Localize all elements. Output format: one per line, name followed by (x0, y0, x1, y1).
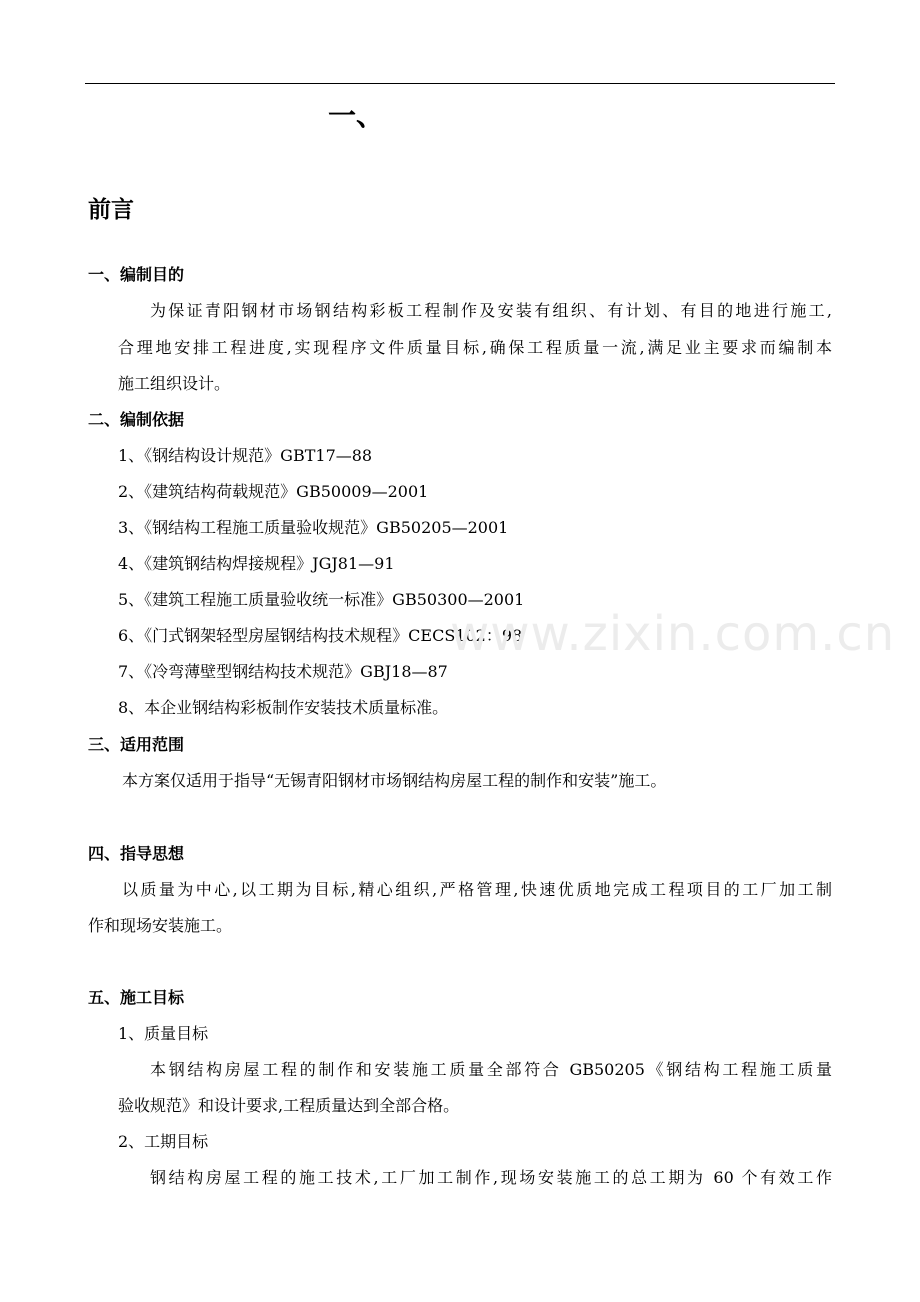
paragraph-line: 以质量为中心,以工期为目标,精心组织,严格管理,快速优质地完成工程项目的工厂加工制 (122, 880, 832, 899)
list-item: 5、《建筑工程施工质量验收统一标准》GB50300—2001 (118, 590, 525, 609)
list-item: 3、《钢结构工程施工质量验收规范》GB50205—2001 (118, 518, 509, 537)
section-heading-scope: 三、适用范围 (88, 735, 185, 754)
list-item: 6、《门式钢架轻型房屋钢结构技术规程》CECS102：98 (118, 626, 523, 645)
list-item: 4、《建筑钢结构焊接规程》JGJ81—91 (118, 554, 395, 573)
paragraph-line: 本钢结构房屋工程的制作和安装施工质量全部符合 GB50205《钢结构工程施工质量 (150, 1060, 832, 1079)
paragraph-line: 钢结构房屋工程的施工技术,工厂加工制作,现场安装施工的总工期为 60 个有效工作 (150, 1168, 832, 1187)
watermark: www.zixin.com.cn (450, 606, 896, 662)
chapter-title: 一、 (328, 99, 385, 132)
list-item: 7、《冷弯薄壁型钢结构技术规范》GBJ18—87 (118, 662, 448, 681)
paragraph-line: 验收规范》和设计要求,工程质量达到全部合格。 (118, 1096, 460, 1115)
paragraph-line: 合理地安排工程进度,实现程序文件质量目标,确保工程质量一流,满足业主要求而编制本 (118, 338, 832, 357)
list-item: 1、《钢结构设计规范》GBT17—88 (118, 446, 373, 465)
paragraph-line: 作和现场安装施工。 (88, 916, 233, 935)
subsection-title-quality: 1、质量目标 (118, 1024, 209, 1043)
section-heading-guiding-ideas: 四、指导思想 (88, 844, 185, 863)
list-item: 8、本企业钢结构彩板制作安装技术质量标准。 (118, 698, 449, 717)
list-item: 2、《建筑结构荷载规范》GB50009—2001 (118, 482, 429, 501)
subsection-title-schedule: 2、工期目标 (118, 1132, 209, 1151)
paragraph-line: 本方案仅适用于指导“无锡青阳钢材市场钢结构房屋工程的制作和安装”施工。 (122, 771, 667, 790)
paragraph-line: 为保证青阳钢材市场钢结构彩板工程制作及安装有组织、有计划、有目的地进行施工, (150, 301, 832, 320)
section-heading-purpose: 一、编制目的 (88, 265, 185, 284)
paragraph-line: 施工组织设计。 (118, 374, 231, 393)
header-rule (85, 83, 835, 84)
section-heading-goals: 五、施工目标 (88, 988, 185, 1007)
section-heading-basis: 二、编制依据 (88, 410, 185, 429)
preface-title: 前言 (88, 197, 134, 223)
